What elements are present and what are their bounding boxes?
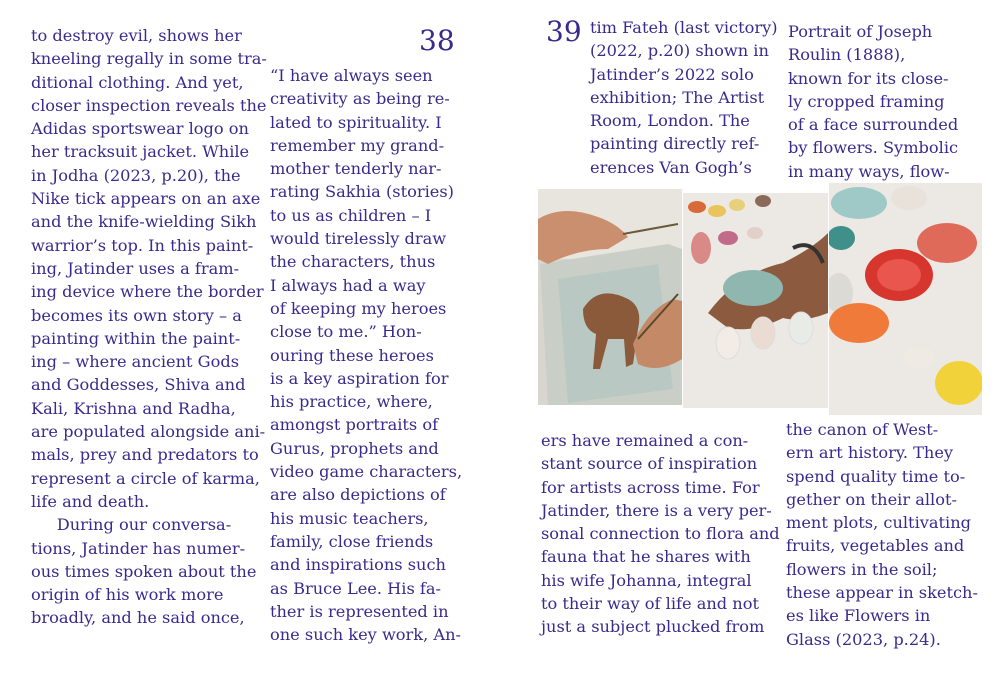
text-line: ment plots, cultivating — [786, 513, 972, 533]
text-line: Roulin (1888), — [788, 45, 906, 65]
text-line: remember my grand- — [270, 135, 445, 155]
text-line: Portrait of Joseph — [788, 22, 933, 41]
text-line: erences Van Gogh’s — [590, 157, 752, 177]
text-line: in Jodha (2023, p.20), the — [31, 165, 241, 185]
text-line: mals, prey and predators to — [31, 445, 259, 465]
text-line: ditional clothing. And yet, — [31, 72, 244, 92]
text-line: creativity as being re- — [270, 89, 450, 109]
text-line: Kali, Krishna and Radha, — [31, 398, 236, 418]
text-line: are also depictions of — [270, 485, 446, 505]
text-line: life and death. — [31, 491, 150, 511]
text-line: Adidas sportswear logo on — [31, 119, 249, 139]
text-line: fruits, vegetables and — [786, 536, 965, 556]
text-line: flowers in the soil; — [786, 559, 938, 579]
photo-paint-shells — [829, 183, 982, 415]
text-line: During our conversa- — [31, 515, 232, 535]
text-line: is a key aspiration for — [270, 368, 449, 388]
text-line: his wife Johanna, integral — [541, 570, 752, 590]
page-number-right: 39 — [546, 15, 582, 48]
text-line: his practice, where, — [270, 392, 433, 412]
text-line: her tracksuit jacket. While — [31, 142, 250, 162]
right-column-2-bottom — [786, 418, 978, 651]
text-line: painting directly ref- — [590, 134, 760, 154]
text-line: to destroy evil, shows her — [31, 26, 242, 45]
text-line: stant source of inspiration — [541, 454, 758, 474]
right-column-1-top — [590, 16, 778, 179]
text-line: video game characters, — [270, 462, 463, 482]
text-line: ers have remained a con- — [541, 431, 749, 450]
text-line: closer inspection reveals the — [31, 95, 267, 115]
text-line: ing device where the border — [31, 282, 264, 302]
text-line: gether on their allot- — [786, 489, 957, 509]
text-line: Room, London. The — [590, 111, 750, 131]
text-line: would tirelessly draw — [270, 229, 447, 249]
left-column-2 — [270, 64, 462, 646]
text-line: sonal connection to flora and — [541, 524, 780, 544]
text-line: ther is represented in — [270, 601, 449, 621]
text-line: Jatinder, there is a very per- — [541, 500, 772, 520]
photo-hand-paint-shell — [683, 193, 828, 408]
text-line: “I have always seen — [270, 66, 433, 85]
text-line: ous times spoken about the — [31, 561, 257, 581]
text-line: Jatinder’s 2022 solo — [590, 64, 754, 84]
text-line: just a subject plucked from — [541, 617, 765, 637]
right-page — [500, 0, 1000, 673]
text-line: are populated alongside ani- — [31, 422, 266, 442]
left-column-1 — [31, 24, 267, 630]
text-line: warrior’s top. In this paint- — [31, 235, 254, 255]
text-line: ing, Jatinder uses a fram- — [31, 258, 240, 278]
text-line: (2022, p.20) shown in — [590, 41, 769, 61]
text-line: and the knife-wielding Sikh — [31, 212, 257, 232]
page-number-left: 38 — [419, 24, 455, 57]
text-line: es like Flowers in — [786, 606, 931, 626]
text-line: mother tenderly nar- — [270, 159, 442, 179]
text-line: tions, Jatinder has numer- — [31, 538, 246, 558]
text-line: I always had a way — [270, 275, 426, 295]
text-line: fauna that he shares with — [541, 547, 751, 567]
text-line: known for its close- — [788, 68, 949, 88]
text-line: ing – where ancient Gods — [31, 352, 239, 372]
text-line: one such key work, An- — [270, 625, 461, 645]
text-line: close to me.” Hon- — [270, 322, 422, 342]
text-line: exhibition; The Artist — [590, 87, 765, 107]
text-line: these appear in sketch- — [786, 583, 978, 603]
text-line: origin of his work more — [31, 585, 224, 605]
text-line: rating Sakhia (stories) — [270, 182, 454, 202]
text-line: to us as children – I — [270, 205, 432, 225]
right-column-1-bottom — [541, 429, 780, 639]
text-line: for artists across time. For — [541, 477, 760, 497]
text-line: of keeping my heroes — [270, 298, 447, 318]
text-line: lated to spirituality. I — [270, 112, 442, 132]
text-line: spend quality time to- — [786, 466, 966, 486]
text-line: and inspirations such — [270, 555, 446, 575]
text-line: in many ways, flow- — [788, 161, 950, 181]
text-line: amongst portraits of — [270, 415, 439, 435]
text-line: and Goddesses, Shiva and — [31, 375, 246, 395]
photo-painting-hands — [538, 189, 682, 405]
text-line: family, close friends — [270, 531, 434, 551]
text-line: broadly, and he said once, — [31, 608, 245, 628]
text-line: painting within the paint- — [31, 328, 241, 348]
right-column-2-top — [788, 20, 958, 183]
text-line: of a face surrounded — [788, 115, 959, 135]
text-line: as Bruce Lee. His fa- — [270, 578, 442, 598]
text-line: Nike tick appears on an axe — [31, 189, 261, 209]
text-line: ly cropped framing — [788, 91, 945, 111]
text-line: represent a circle of karma, — [31, 468, 260, 488]
text-line: tim Fateh (last victory) — [590, 18, 778, 37]
text-line: ouring these heroes — [270, 345, 434, 365]
text-line: kneeling regally in some tra- — [31, 49, 267, 69]
text-line: his music teachers, — [270, 508, 429, 528]
text-line: Glass (2023, p.24). — [786, 629, 941, 649]
text-line: the canon of West- — [786, 420, 939, 439]
text-line: Gurus, prophets and — [270, 438, 439, 458]
text-line: becomes its own story – a — [31, 305, 242, 325]
text-line: by flowers. Symbolic — [788, 138, 959, 158]
text-line: ern art history. They — [786, 443, 954, 463]
text-line: the characters, thus — [270, 252, 436, 272]
text-line: to their way of life and not — [541, 594, 759, 614]
